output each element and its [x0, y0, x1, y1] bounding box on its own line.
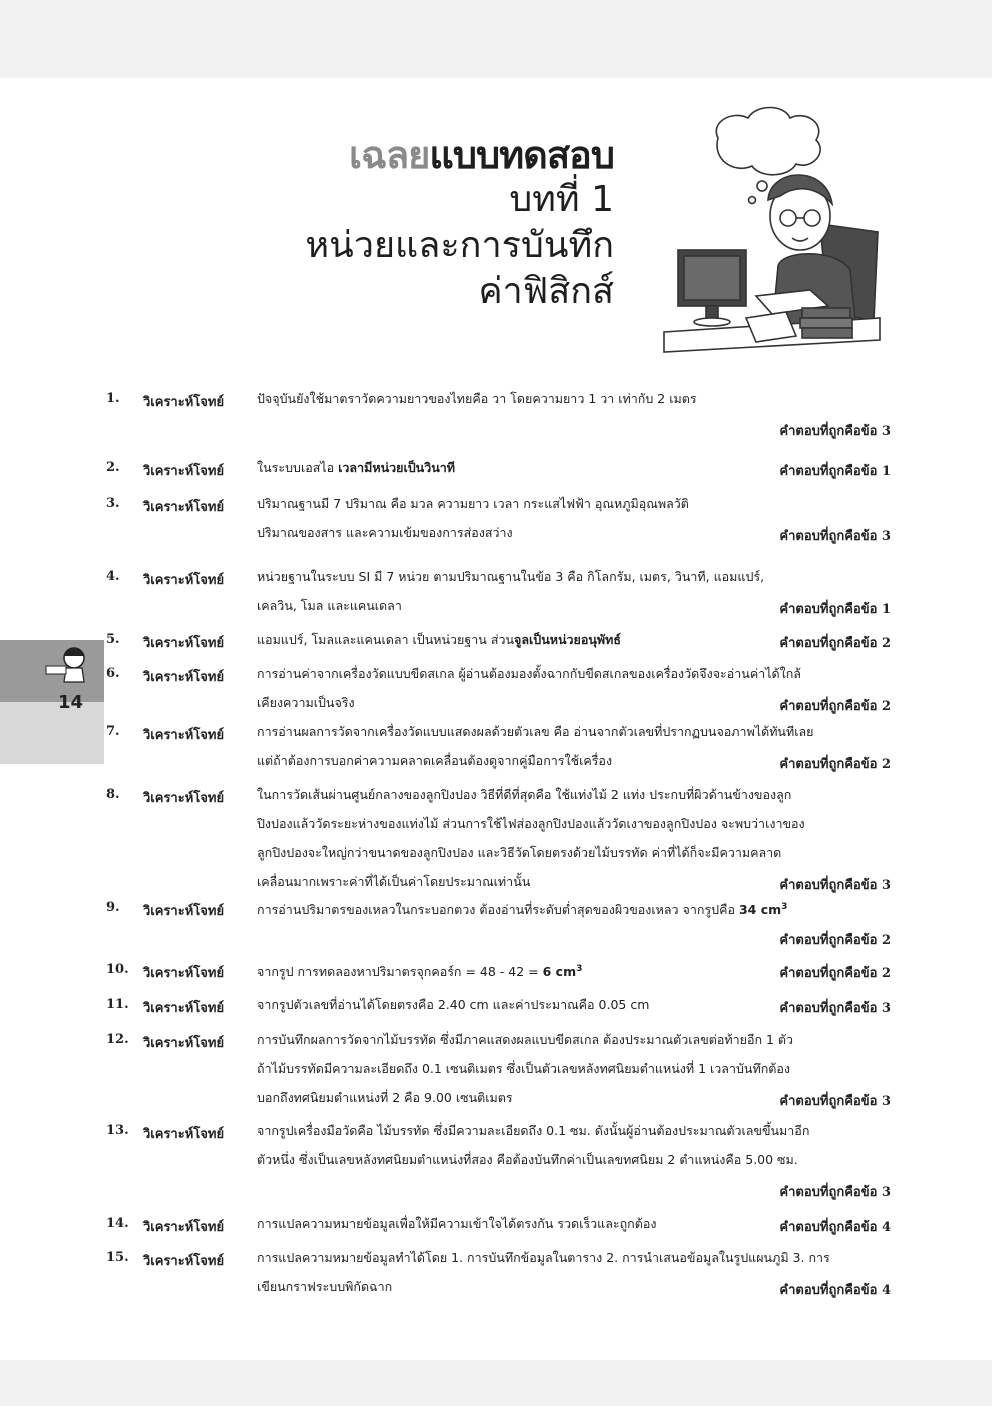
item-number: 1.: [106, 391, 120, 406]
item-label: วิเคราะห์โจทย์: [143, 500, 225, 515]
item-body-line: การอ่านผลการวัดจากเครื่องวัดแบบแสดงผลด้วยตัวเลข คือ อ่านจากตัวเลขที่ปรากฏบนจอภาพได้ทันทีเลย: [257, 724, 814, 739]
item-body-line: ปริมาณของสาร และความเข้มของการส่องสว่าง: [257, 525, 513, 540]
item-body-line: ปัจจุบันยังใช้มาตราวัดความยาวของไทยคือ วา โดยความยาว 1 วา เท่ากับ 2 เมตร: [257, 391, 697, 406]
title-part-dark: แบบทดสอบ: [429, 133, 614, 177]
item-body-line: การแปลความหมายข้อมูลทำได้โดย 1. การบันทึกข้อมูลในตาราง 2. การนำเสนอข้อมูลในรูปแผนภูมิ 3. การ: [257, 1250, 830, 1265]
item-number: 7.: [106, 724, 120, 739]
item-number: 10.: [106, 962, 129, 977]
item-body-line: เขียนกราฟระบบพิกัดฉาก: [257, 1279, 393, 1294]
item-body-line: การแปลความหมายข้อมูลเพื่อให้มีความเข้าใจได้ตรงกัน รวดเร็วและถูกต้อง: [257, 1216, 657, 1231]
item-body-line: ถ้าไม้บรรทัดมีความละเอียดถึง 0.1 เซนติเมตร ซึ่งเป็นตัวเลขหลังทศนิยมตำแหน่งที่ 1 เวลาบันทึกต้อง: [257, 1061, 790, 1076]
item-body-line: การอ่านปริมาตรของเหลวในกระบอกตวง ต้องอ่านที่ระดับต่ำสุดของผิวของเหลว จากรูปคือ 34 $cm^3$: [257, 902, 788, 918]
item-bold-text: 34 $cm^3$: [738, 902, 788, 918]
item-bold-text: เวลามีหน่วยเป็นวินาที: [338, 460, 456, 475]
item-label: วิเคราะห์โจทย์: [143, 904, 225, 919]
item-body: [257, 384, 891, 413]
item-body-line: จากรูปตัวเลขที่อ่านได้โดยตรงคือ 2.40 cm และค่าประมาณคือ 0.05 cm: [257, 997, 650, 1012]
item-number: 11.: [106, 997, 129, 1012]
item-body-line: ปิงปองแล้ววัดระยะห่างของแท่งไม้ ส่วนการใช้ไฟส่องลูกปิงปองแล้ววัดเงาของลูกปิงปอง จะพบว่าเงาของ: [257, 816, 805, 831]
page-number: 14: [58, 692, 84, 713]
answer-text: คำตอบที่ถูกคือข้อ 2: [779, 966, 891, 981]
answer-text: คำตอบที่ถูกคือข้อ 2: [779, 636, 891, 651]
item-body-line: ในการวัดเส้นผ่านศูนย์กลางของลูกปิงปอง วิธีที่ดีที่สุดคือ ใช้แท่งไม้ 2 แท่ง ประกบที่ผิวด้านข้างของลูก: [257, 787, 792, 802]
item-superscript: 3: [576, 964, 583, 974]
item-number: 3.: [106, 496, 120, 511]
answer-text: คำตอบที่ถูกคือข้อ 1: [779, 602, 891, 617]
item-body-line: ตัวหนึ่ง ซึ่งเป็นเลขหลังทศนิยมตำแหน่งที่สอง คือต้องบันทึกค่าเป็นเลขทศนิยม 2 ตำแหน่งคือ 5.00 ซม.: [257, 1152, 798, 1167]
answer-text: คำตอบที่ถูกคือข้อ 1: [779, 464, 891, 479]
answer-text: คำตอบที่ถูกคือข้อ 3: [779, 1001, 891, 1016]
item-bold-text: 6 $cm^3$: [542, 964, 583, 980]
item-body-line: เคียงความเป็นจริง: [257, 695, 355, 710]
answer-text: คำตอบที่ถูกคือข้อ 3: [779, 1094, 891, 1109]
mascot-icon: [44, 644, 94, 690]
answer-text: คำตอบที่ถูกคือข้อ 3: [779, 1185, 891, 1200]
item-number: 13.: [106, 1123, 129, 1138]
item-body: [257, 893, 891, 922]
man-at-computer-illustration: [660, 100, 885, 355]
item-label: วิเคราะห์โจทย์: [143, 1001, 225, 1016]
answer-text: คำตอบที่ถูกคือข้อ 2: [779, 699, 891, 714]
item-number: 6.: [106, 666, 120, 681]
item-label: วิเคราะห์โจทย์: [143, 1036, 225, 1051]
item-body: [257, 1116, 891, 1174]
answer-text: คำตอบที่ถูกคือข้อ 3: [779, 529, 891, 544]
title-part-gray: เฉลย: [348, 133, 430, 177]
item-label: วิเคราะห์โจทย์: [143, 464, 225, 479]
item-number: 8.: [106, 787, 120, 802]
item-label: วิเคราะห์โจทย์: [143, 670, 225, 685]
item-number: 15.: [106, 1250, 129, 1265]
item-body-line: แอมแปร์, โมลและแคนเดลา เป็นหน่วยฐาน ส่วนจูลเป็นหน่วยอนุพัทธ์: [257, 632, 622, 647]
item-body-line: ปริมาณฐานมี 7 ปริมาณ คือ มวล ความยาว เวลา กระแสไฟฟ้า อุณหภูมิอุณพลวัติ: [257, 496, 689, 511]
item-label: วิเคราะห์โจทย์: [143, 791, 225, 806]
item-label: วิเคราะห์โจทย์: [143, 395, 225, 410]
item-number: 9.: [106, 900, 120, 915]
item-body-line: ลูกปิงปองจะใหญ่กว่าขนาดของลูกปิงปอง และวิธีวัดโดยตรงด้วยไม้บรรทัด ค่าที่ได้ก็จะมีความคลาด: [257, 845, 782, 860]
item-label: วิเคราะห์โจทย์: [143, 1220, 225, 1235]
item-superscript: 3: [781, 902, 788, 912]
page-title: [305, 133, 614, 315]
item-body-line: ในระบบเอสไอ เวลามีหน่วยเป็นวินาที: [257, 460, 456, 475]
answer-text: คำตอบที่ถูกคือข้อ 2: [779, 757, 891, 772]
item-body-line: จากรูปเครื่องมือวัดคือ ไม้บรรทัด ซึ่งมีความละเอียดถึง 0.1 ซม. ดังนั้นผู้อ่านต้องประมาณตัวเลขขึ้นมาอีก: [257, 1123, 810, 1138]
item-body-line: จากรูป การทดลองหาปริมาตรจุกคอร์ก = 48 - 42 = 6 $cm^3$: [257, 964, 583, 980]
item-label: วิเคราะห์โจทย์: [143, 966, 225, 981]
item-number: 14.: [106, 1216, 129, 1231]
chapter-heading: บทที่ 1: [509, 179, 614, 220]
item-label: วิเคราะห์โจทย์: [143, 573, 225, 588]
item-body-line: บอกถึงทศนิยมตำแหน่งที่ 2 คือ 9.00 เซนติเมตร: [257, 1090, 513, 1105]
chapter-subtitle-line-2: ค่าฟิสิกส์: [478, 271, 614, 312]
answer-text: คำตอบที่ถูกคือข้อ 2: [779, 933, 891, 948]
item-body-line: หน่วยฐานในระบบ SI มี 7 หน่วย ตามปริมาณฐานในข้อ 3 คือ กิโลกรัม, เมตร, วินาที, แอมแปร์,: [257, 569, 765, 584]
answer-text: คำตอบที่ถูกคือข้อ 4: [779, 1220, 891, 1235]
item-body-line: การบันทึกผลการวัดจากไม้บรรทัด ซึ่งมีภาคแสดงผลแบบขีดสเกล ต้องประมาณตัวเลขต่อท้ายอีก 1 ตัว: [257, 1032, 794, 1047]
item-label: วิเคราะห์โจทย์: [143, 636, 225, 651]
answer-text: คำตอบที่ถูกคือข้อ 4: [779, 1283, 891, 1298]
item-number: 4.: [106, 569, 120, 584]
item-body-line: แต่ถ้าต้องการบอกค่าความคลาดเคลื่อนต้องดูจากคู่มือการใช้เครื่อง: [257, 753, 613, 768]
item-body-line: การอ่านค่าจากเครื่องวัดแบบขีดสเกล ผู้อ่านต้องมองตั้งฉากกับขีดสเกลของเครื่องวัดจึงจะอ่านค่าได้ใกล้: [257, 666, 801, 681]
page-side-tab: [0, 640, 104, 764]
item-number: 2.: [106, 460, 120, 475]
item-number: 5.: [106, 632, 120, 647]
item-number: 12.: [106, 1032, 129, 1047]
item-body-line: เคลวิน, โมล และแคนเดลา: [257, 598, 402, 613]
answer-text: คำตอบที่ถูกคือข้อ 3: [779, 424, 891, 439]
item-label: วิเคราะห์โจทย์: [143, 1127, 225, 1142]
page-sheet: [0, 78, 992, 1360]
title-line-1: [305, 133, 614, 177]
item-body-line: เคลื่อนมากเพราะค่าที่ได้เป็นค่าโดยประมาณเท่านั้น: [257, 874, 531, 889]
item-label: วิเคราะห์โจทย์: [143, 1254, 225, 1269]
item-label: วิเคราะห์โจทย์: [143, 728, 225, 743]
item-bold-text: จูลเป็นหน่วยอนุพัทธ์: [514, 632, 622, 647]
answer-text: คำตอบที่ถูกคือข้อ 3: [779, 878, 891, 893]
chapter-subtitle-line-1: หน่วยและการบันทึก: [305, 225, 614, 266]
